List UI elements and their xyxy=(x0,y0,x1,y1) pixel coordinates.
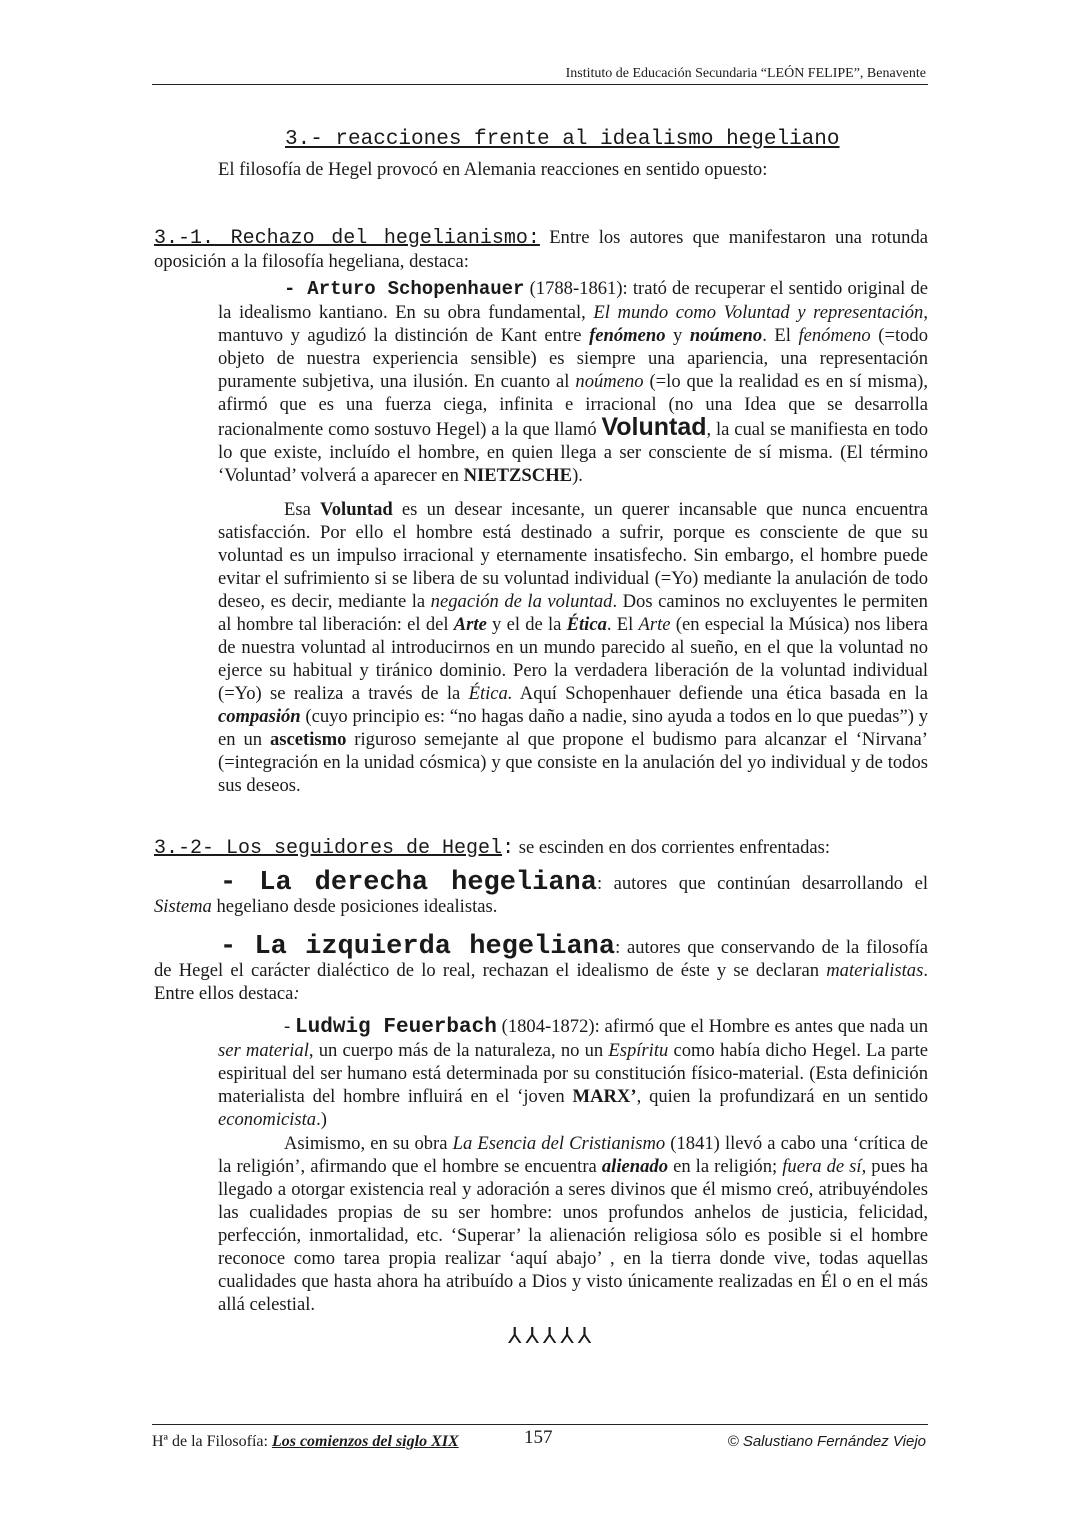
voluntad-paragraph: Esa Voluntad es un desear incesante, un querer incansable que nunca encuentra satisfacción. Por ello el hombre está destinado a sufrir, porque es consciente de que su voluntad es un impulso irracional y eternamente insatisfecho. Sin embargo, el hombre puede evitar el sufrimiento si se libera de su voluntad individual (=Yo) mediante la anulación de todo deseo, es decir, mediante la negación de la voluntad. Dos caminos no excluyentes le permiten al hombre tal liberación: el del Arte y el de la Ética. El Arte (en especial la Música) nos libera de nuestra voluntad al introducirnos en un mundo parecido al sueño, en el que la voluntad no ejerce su habitual y tiránico dominio. Pero la verdadera liberación de la voluntad individual (=Yo) se realiza a través de la Ética. Aquí Schopenhauer defiende una ética basada en la compasión (cuyo principio es: “no hagas daño a nadie, sino ayuda a todos en lo que puedas”) y en un ascetismo riguroso semejante al que propone el budismo para alcanzar el ‘Nirvana’ (=integración en la unidad cósmica) y que consiste en la anulación del yo individual y de todos sus deseos. xyxy=(218,499,928,796)
institute-name: Instituto de Educación Secundaria “LEÓN FELIPE”, Benavente xyxy=(565,66,926,81)
left-hegelians-paragraph: - La izquierda hegeliana: autores que conservando de la filosofía de Hegel el carácter dialéctico de lo real, rechazan el idealismo de éste y se declaran materialistas. Entre ellos destaca: xyxy=(154,932,928,1004)
feuerbach-name: Ludwig Feuerbach xyxy=(295,1016,497,1039)
left-hegelians-heading: - La izquierda hegeliana xyxy=(220,932,616,962)
page-footer xyxy=(152,1424,928,1455)
ornament-divider: ⅄⅄⅄⅄⅄ xyxy=(508,1323,596,1348)
subsection-32-intro: 3.-2- Los seguidores de Hegel: se escinden en dos corrientes enfrentadas: xyxy=(154,837,831,860)
religion-critique-paragraph: Asimismo, en su obra La Esencia del Cristianismo (1841) llevó a cabo una ‘crítica de la religión’, afirmando que el hombre se encuentra alienado en la religión; fuera de sí, pues ha llegado a otorgar existencia real y adoración a seres divinos que él mismo creó, atribuyéndoles las cualidades propias de su ser hombre: unos profundos anhelos de justicia, felicidad, perfección, inmortalidad, etc. ‘Superar’ la alienación religiosa sólo es posible si el hombre reconoce como tarea propia realizar ‘aquí abajo’ , en la tierra donde vive, todas aquellas cualidades que hasta ahora ha atribuído a Dios y visto únicamente realizadas en Él o en el más allá celestial. xyxy=(218,1133,929,1315)
schopenhauer-name: - Arturo Schopenhauer xyxy=(284,278,525,300)
footer-author: © Salustiano Fernández Viejo xyxy=(727,1433,926,1450)
work-title: El mundo como Voluntad y representación xyxy=(593,302,924,323)
section-intro: El filosofía de Hegel provocó en Alemania reacciones en sentido opuesto: xyxy=(218,159,768,180)
subsection-31-heading: 3.-1. Rechazo del hegelianismo: xyxy=(154,227,540,250)
page-header xyxy=(152,62,928,85)
feuerbach-paragraph: - Ludwig Feuerbach (1804-1872): afirmó que el Hombre es antes que nada un ser material, un cuerpo más de la naturaleza, no un Espíritu como había dicho Hegel. La parte espiritual del ser humano está determinada por su constitución físico-material. (Esta definición materialista del hombre influirá en el ‘joven MARX’, quien la profundizará en un sentido economicista.) xyxy=(218,1016,929,1130)
right-hegelians-heading: - La derecha hegeliana xyxy=(220,868,597,898)
subsection-31-intro: 3.-1. Rechazo del hegelianismo: Entre los autores que manifestaron una rotunda oposición a la filosofía hegeliana, destaca: xyxy=(154,227,928,272)
voluntad-term: Voluntad xyxy=(601,413,707,441)
section-title: 3.- reacciones frente al idealismo hegeliano xyxy=(285,128,840,151)
footer-course: Hª de la Filosofía: Los comienzos del siglo XIX xyxy=(152,1433,459,1450)
right-hegelians-paragraph: - La derecha hegeliana: autores que continúan desarrollando el Sistema hegeliano desde posiciones idealistas. xyxy=(154,868,928,917)
schopenhauer-paragraph: - Arturo Schopenhauer (1788-1861): trató de recuperar el sentido original de la idealismo kantiano. En su obra fundamental, El mundo como Voluntad y representación, mantuvo y agudizó la distinción de Kant entre fenómeno y noúmeno. El fenómeno (=todo objeto de nuestra experiencia sensible) es siempre una apariencia, una representación puramente subjetiva, una ilusión. En cuanto al noúmeno (=lo que la realidad es en sí misma), afirmó que es una fuerza ciega, infinita e irracional (no una Idea que se desarrolla racionalmente como sostuvo Hegel) a la que llamó Voluntad, la cual se manifiesta en todo lo que existe, incluído el hombre, en quien llega a ser consciente de sí misma. (El término ‘Voluntad’ volverá a aparecer en NIETZSCHE). xyxy=(218,278,928,486)
subsection-32-heading: 3.-2- Los seguidores de Hegel xyxy=(154,837,503,860)
page-number: 157 xyxy=(524,1427,553,1448)
